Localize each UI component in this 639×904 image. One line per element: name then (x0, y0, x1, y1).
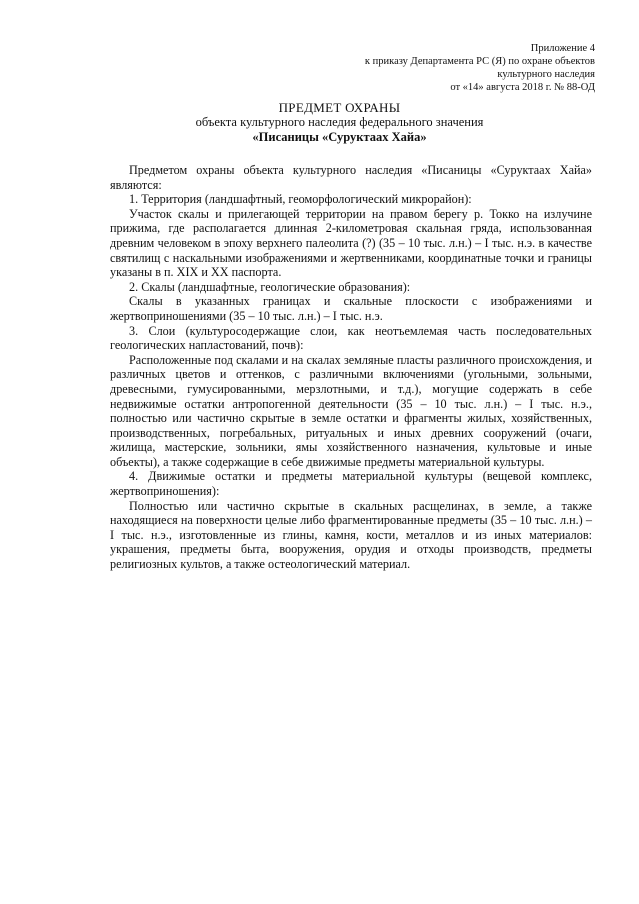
item-2-heading: 2. Скалы (ландшафтные, геологические образования): (129, 279, 411, 294)
item-2-paragraph: Скалы в указанных границах и скальные плоскости с изображениями и жертвоприношениями (35 – 10 тыс. л.н.) – I тыс. н.э. (110, 294, 592, 323)
appendix-order-ref: к приказу Департамента РС (Я) по охране объектов (364, 56, 595, 67)
item-3-paragraph: Расположенные под скалами и на скалах земляные пласты различного происхождения, и различных цветов и оттенков, с различными включениями (угольными, зольными, древесными, гумусированными, мерзлотными, и т.д.), могущие содержать в себе недвижимые остатки антропогенной деятельности (35 – 10 тыс. л.н.) – I тыс. н.э., полностью или частично скрытые в земле остатки и фрагменты жилых, хозяйственных, производственных, погребальных, ритуальных и иных древних сооружений (очаги, жилища, мастерские, зольники, ямы хозяйственного назначения, культовые и иные объекты), а также содержащие в себе движимые предметы материальной культуры. (110, 352, 592, 469)
object-name: «Писаницы «Суруктаах Хайа» (252, 130, 427, 144)
item-4-paragraph: Полностью или частично скрытые в скальных расщелинах, в земле, а также находящиеся на поверхности целые либо фрагментированные предметы (35 – 10 тыс. л.н.) – I тыс. н.э., изготовленные из глины, камня, кости, металлов и из иных материалов: украшения, предметы быта, вооружения, орудия и отходы производств, предметы религиозных культов, а также остеологический материал. (110, 498, 592, 572)
appendix-order-date: от «14» августа 2018 г. № 88-ОД (450, 82, 595, 93)
document-subtitle: объекта культурного наследия федерального значения (195, 115, 484, 129)
document-title-block (80, 100, 599, 145)
appendix-header (265, 42, 595, 94)
appendix-order-ref-cont: культурного наследия (497, 69, 595, 80)
document-body (110, 163, 592, 572)
item-1-heading: 1. Территория (ландшафтный, геоморфологический микрорайон): (129, 192, 472, 207)
item-4-heading: 4. Движимые остатки и предметы материальной культуры (вещевой комплекс, жертвоприношения): (110, 469, 592, 499)
item-3-heading: 3. Слои (культуросодержащие слои, как неотъемлемая часть последовательных геологических напластований, почв): (110, 323, 592, 353)
appendix-number: Приложение 4 (530, 43, 595, 54)
document-title: ПРЕДМЕТ ОХРАНЫ (278, 100, 401, 115)
intro-paragraph: Предметом охраны объекта культурного наследия «Писаницы «Суруктаах Хайа» являются: (110, 163, 592, 192)
item-1-paragraph: Участок скалы и прилегающей территории на правом берегу р. Токко на излучине прижима, где располагается длинная 2-километровая скальная гряда, использованная древним человеком в эпоху верхнего палеолита (?) (35 – 10 тыс. л.н.) – I тыс. н.э. в качестве святилищ с наскальными изображениями и жертвенниками, координатные точки и границы указаны в п. XIX и XX паспорта. (110, 206, 592, 280)
